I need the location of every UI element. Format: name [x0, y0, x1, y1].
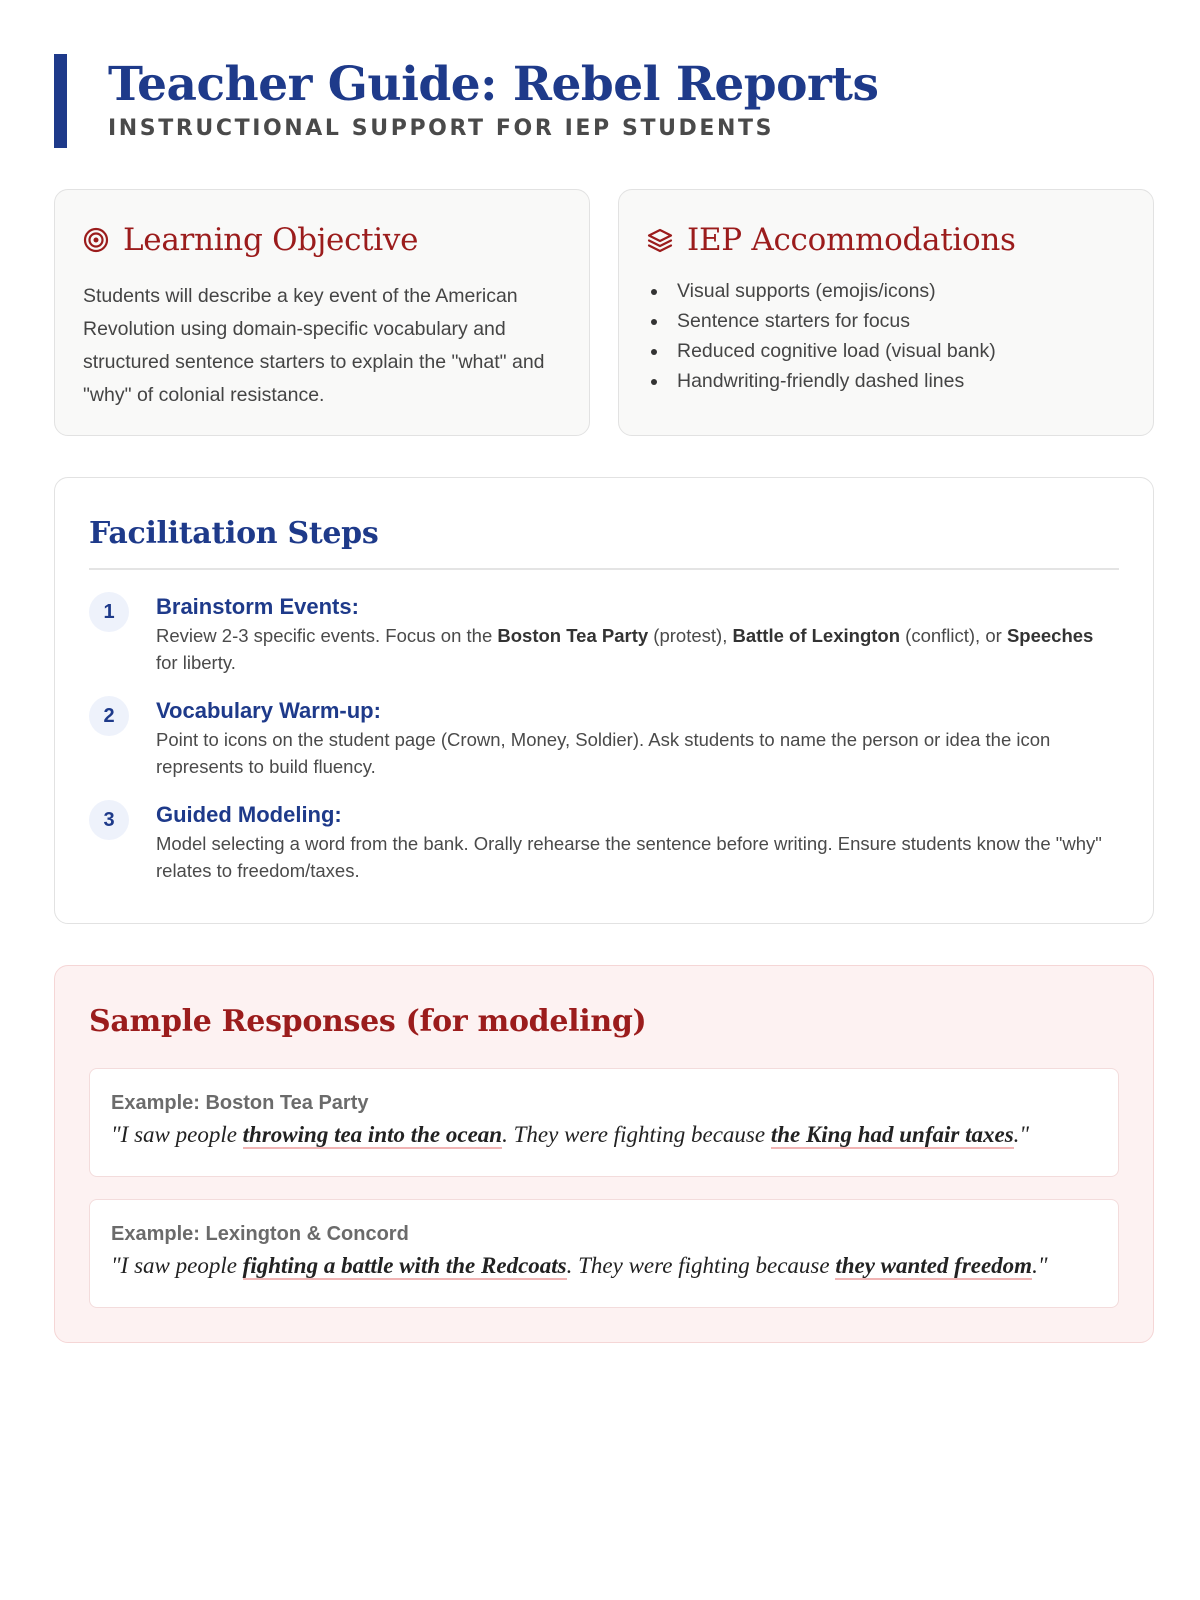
- step-item: [89, 696, 1119, 780]
- highlight-term: Boston Tea Party: [497, 625, 649, 646]
- list-item: Reduced cognitive load (visual bank): [647, 336, 1125, 366]
- example-quote: "I saw people fighting a battle with the Redcoats. They were fighting because they wanted freedom.": [111, 1253, 1048, 1278]
- filled-blank: the King had unfair taxes: [770, 1122, 1014, 1147]
- step-text: Point to icons on the student page (Crown, Money, Soldier). Ask students to name the person or idea the icon represents to build fluency.: [156, 729, 1051, 777]
- step-title: Vocabulary Warm-up:: [156, 698, 381, 723]
- highlight-term: Speeches: [1006, 625, 1094, 646]
- step-title: Brainstorm Events:: [156, 594, 359, 619]
- step-item: [89, 592, 1119, 676]
- facilitation-steps-card: [54, 477, 1154, 924]
- accommodations-list: [647, 276, 1125, 396]
- iep-accommodations-heading: IEP Accommodations: [687, 222, 1016, 258]
- filled-blank: they wanted freedom: [835, 1253, 1033, 1278]
- example-quote: "I saw people throwing tea into the ocean. They were fighting because the King had unfair taxes.": [111, 1122, 1030, 1147]
- step-number-badge: 2: [89, 696, 129, 736]
- step-text: Review 2-3 specific events. Focus on the Boston Tea Party (protest), Battle of Lexington (conflict), or Speeches for liberty.: [156, 625, 1094, 673]
- example-label: Example: Boston Tea Party: [111, 1092, 369, 1114]
- example-label: Example: Lexington & Concord: [111, 1223, 409, 1245]
- layers-icon: [647, 227, 673, 253]
- list-item: Handwriting-friendly dashed lines: [647, 366, 1125, 396]
- sample-responses-heading: Sample Responses (for modeling): [89, 1004, 647, 1039]
- filled-blank: fighting a battle with the Redcoats: [242, 1253, 567, 1278]
- step-number-badge: 3: [89, 800, 129, 840]
- highlight-term: Battle of Lexington: [732, 625, 901, 646]
- list-item: Sentence starters for focus: [647, 306, 1125, 336]
- iep-accommodations-header: [647, 218, 1125, 262]
- page-title: Teacher Guide: Rebel Reports: [108, 57, 879, 112]
- section-divider: [89, 568, 1119, 570]
- example-box: [89, 1068, 1119, 1177]
- step-text: Model selecting a word from the bank. Orally rehearse the sentence before writing. Ensure students know the "why" relates to freedom/taxes.: [156, 833, 1102, 881]
- step-title: Guided Modeling:: [156, 802, 342, 827]
- page-header: [54, 54, 1154, 148]
- learning-objective-card: [54, 189, 590, 436]
- step-item: [89, 800, 1119, 884]
- learning-objective-heading: Learning Objective: [123, 222, 419, 258]
- page-subtitle: INSTRUCTIONAL SUPPORT FOR IEP STUDENTS: [108, 116, 775, 141]
- learning-objective-header: [83, 218, 561, 262]
- step-number-badge: 1: [89, 592, 129, 632]
- example-box: [89, 1199, 1119, 1308]
- filled-blank: throwing tea into the ocean: [242, 1122, 503, 1147]
- list-item: Visual supports (emojis/icons): [647, 276, 1125, 306]
- learning-objective-text: Students will describe a key event of the American Revolution using domain-specific vocabulary and structured sentence starters to explain the "what" and "why" of colonial resistance.: [83, 285, 545, 406]
- sample-responses-card: [54, 965, 1154, 1343]
- iep-accommodations-card: [618, 189, 1154, 436]
- target-icon: [83, 227, 109, 253]
- facilitation-steps-heading: Facilitation Steps: [89, 516, 379, 551]
